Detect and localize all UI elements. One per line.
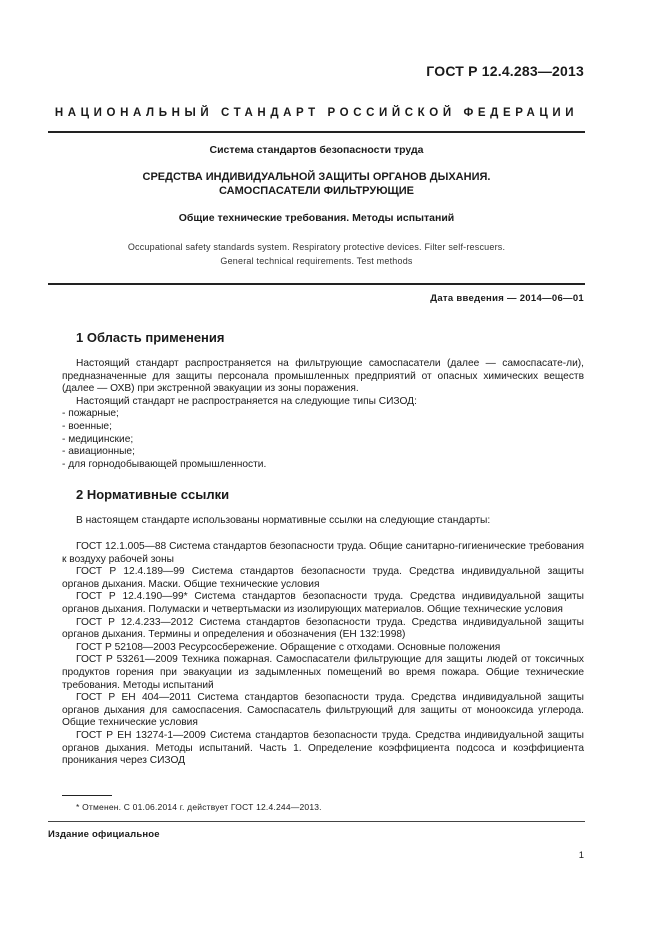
header-rule	[48, 131, 585, 133]
page-number: 1	[578, 850, 584, 861]
section1-paragraph: Настоящий стандарт распространяется на фильтрующие самоспасатели (далее — самоспасате-ли), предназначенные для защиты персонала промышленных предприятий от опасных химических веществ (далее — ОХВ) при экстренной эвакуации из зоны поражения.	[62, 358, 584, 395]
reference-item: ГОСТ Р ЕН 404—2011 Система стандартов безопасности труда. Средства индивидуальной защиты органов дыхания для самоспасения. Самоспасатель фильтрующий для защиты от монооксида углерода. Общие технические условия	[62, 692, 584, 729]
title-rule	[48, 283, 585, 285]
list-item: - пожарные;	[62, 408, 119, 420]
normative-references	[62, 541, 584, 768]
english-title-line2: General technical requirements. Test methods	[220, 256, 413, 266]
introduction-date: Дата введения — 2014—06—01	[430, 293, 584, 304]
section1-heading: 1 Область применения	[76, 330, 225, 345]
english-title	[48, 240, 585, 268]
list-item: - медицинские;	[62, 433, 134, 445]
footnote-separator	[62, 795, 112, 796]
section2-heading: 2 Нормативные ссылки	[76, 487, 230, 502]
section1-body	[62, 358, 584, 471]
reference-item: ГОСТ Р 12.4.233—2012 Система стандартов безопасности труда. Средства индивидуальной защиты органов дыхания. Термины и определения и обозначения (ЕН 132:1998)	[62, 616, 584, 641]
main-title-line1: СРЕДСТВА ИНДИВИДУАЛЬНОЙ ЗАЩИТЫ ОРГАНОВ ДЫХАНИЯ.	[142, 171, 491, 183]
main-title	[48, 170, 585, 198]
document-code: ГОСТ Р 12.4.283—2013	[426, 63, 584, 79]
section1-exclusions-intro: Настоящий стандарт не распространяется на следующие типы СИЗОД:	[76, 395, 417, 407]
subtitle: Общие технические требования. Методы испытаний	[178, 212, 455, 224]
reference-item: ГОСТ Р 12.4.189—99 Система стандартов безопасности труда. Средства индивидуальной защиты органов дыхания. Маски. Общие технические условия	[62, 566, 584, 590]
footnote: * Отменен. С 01.06.2014 г. действует ГОСТ 12.4.244—2013.	[76, 802, 322, 812]
reference-item: ГОСТ 12.1.005—88 Система стандартов безопасности труда. Общие санитарно-гигиенические требования к воздуху рабочей зоны	[62, 541, 584, 565]
list-item: - авиационные;	[62, 446, 135, 458]
list-item: - военные;	[62, 420, 112, 432]
edition-label: Издание официальное	[48, 829, 160, 840]
national-standard-header: НАЦИОНАЛЬНЫЙ СТАНДАРТ РОССИЙСКОЙ ФЕДЕРАЦИИ	[54, 107, 579, 119]
reference-item: ГОСТ Р 53261—2009 Техника пожарная. Самоспасатели фильтрующие для защиты людей от токсичных продуктов горения при эвакуации из задымленных помещений во время пожара. Общие технические требования. Методы испытаний	[62, 654, 584, 691]
footer-rule	[48, 821, 585, 822]
english-title-line1: Occupational safety standards system. Respiratory protective devices. Filter self-rescuers.	[127, 242, 506, 252]
series-title: Система стандартов безопасности труда	[209, 144, 424, 156]
list-item: - для горнодобывающей промышленности.	[62, 458, 267, 470]
reference-item: ГОСТ Р 52108—2003 Ресурсосбережение. Обращение с отходами. Основные положения	[76, 641, 501, 653]
section2-intro: В настоящем стандарте использованы нормативные ссылки на следующие стандарты:	[76, 515, 491, 526]
reference-item: ГОСТ Р ЕН 13274-1—2009 Система стандартов безопасности труда. Средства индивидуальной защиты органов дыхания. Методы испытаний. Часть 1. Определение коэффициента подсоса и коэффициента проникания через СИЗОД	[62, 729, 584, 767]
main-title-line2: САМОСПАСАТЕЛИ ФИЛЬТРУЮЩИЕ	[218, 185, 414, 197]
reference-item: ГОСТ Р 12.4.190—99* Система стандартов безопасности труда. Средства индивидуальной защиты органов дыхания. Полумаски и четвертьмаски из изолирующих материалов. Общие технические условия	[62, 591, 584, 615]
section2-intro-block	[62, 515, 584, 528]
